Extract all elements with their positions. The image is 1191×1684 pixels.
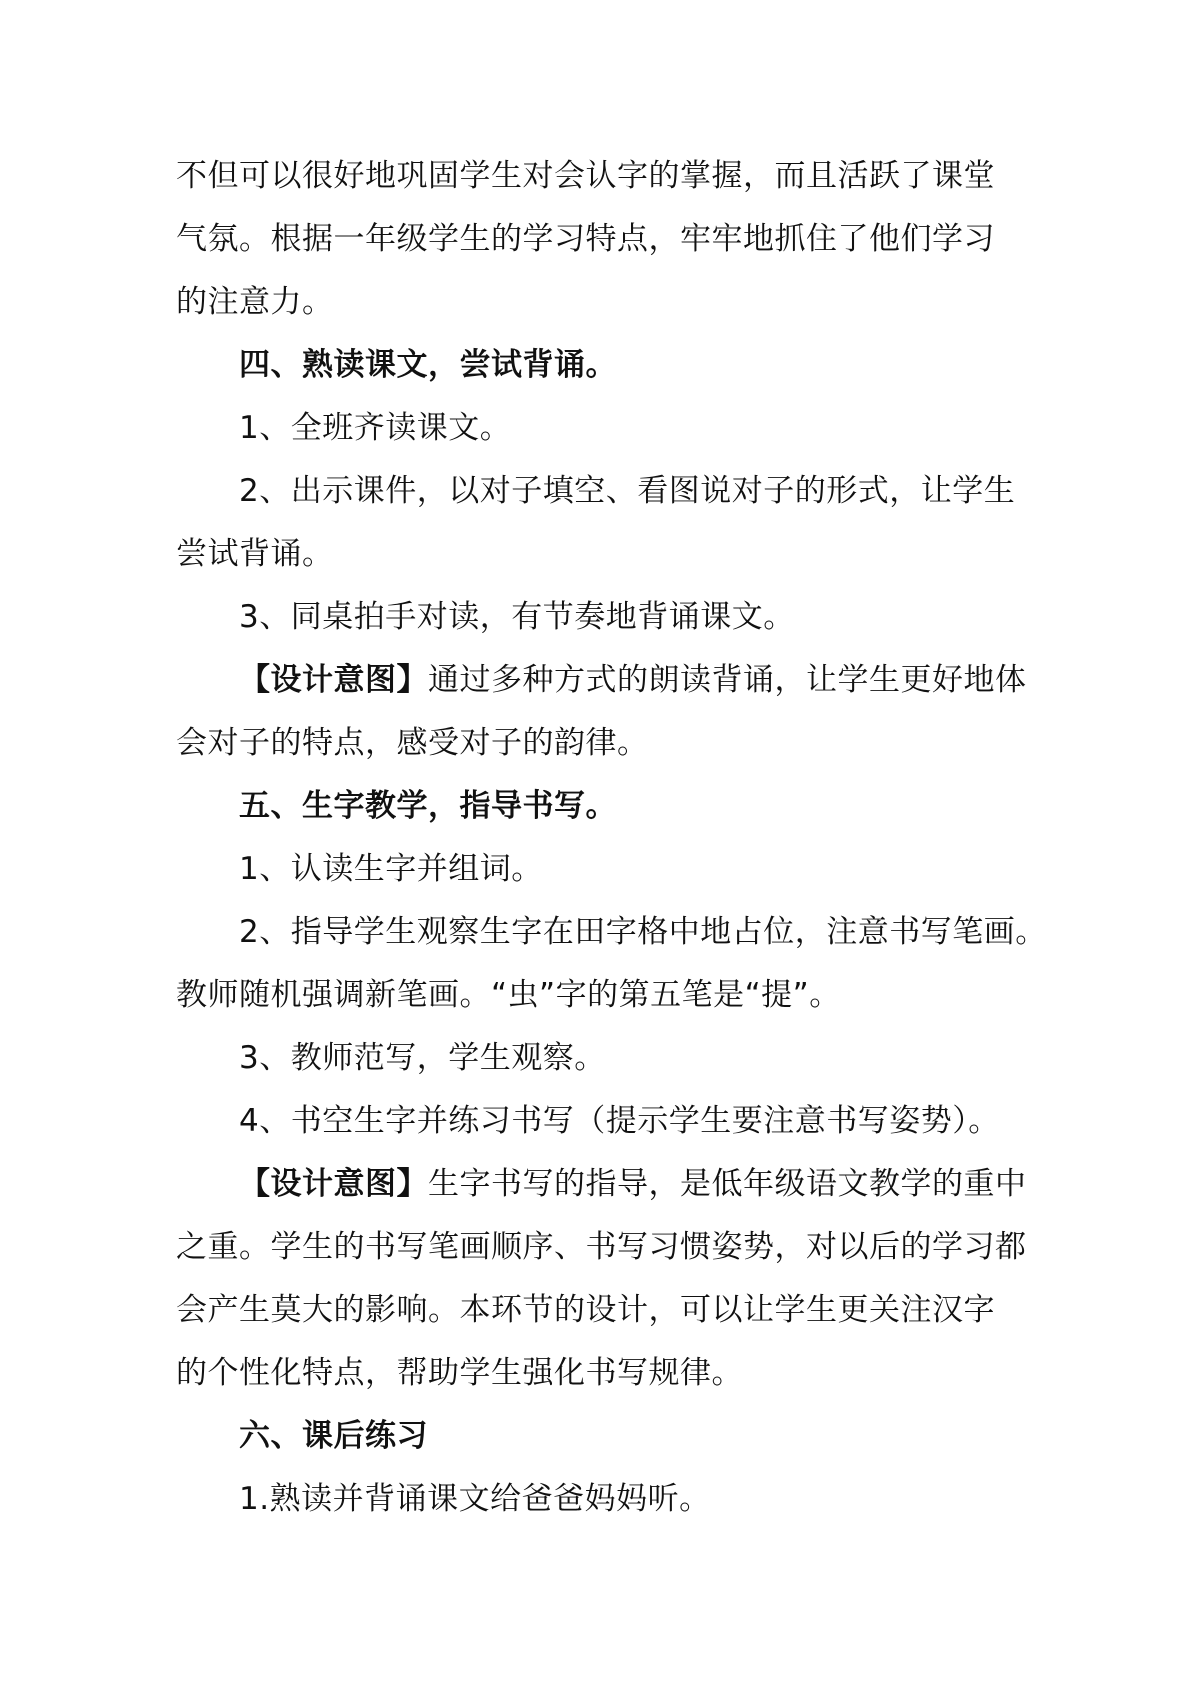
body-text-line: 之重。学生的书写笔画顺序、书写习惯姿势，对以后的学习都 xyxy=(176,1229,1027,1265)
body-text-line: 会对子的特点，感受对子的韵律。 xyxy=(176,725,649,761)
section-heading-5: 五、生字教学，指导书写。 xyxy=(239,788,617,824)
list-item: 4、书空生字并练习书写（提示学生要注意书写姿势）。 xyxy=(239,1103,1000,1139)
list-item: 2、指导学生观察生字在田字格中地占位，注意书写笔画。 xyxy=(239,914,1047,950)
design-intent-label: 【设计意图】 xyxy=(239,662,428,698)
list-item: 3、同桌拍手对读，有节奏地背诵课文。 xyxy=(239,599,795,635)
body-text-line: 的个性化特点，帮助学生强化书写规律。 xyxy=(176,1355,743,1391)
design-intent-paragraph xyxy=(239,660,1027,700)
list-item: 1、全班齐读课文。 xyxy=(239,410,512,446)
section-heading-6: 六、课后练习 xyxy=(239,1418,428,1454)
body-text-line: 尝试背诵。 xyxy=(176,536,334,572)
body-text-line: 会产生莫大的影响。本环节的设计，可以让学生更关注汉字 xyxy=(176,1292,995,1328)
list-item: 2、出示课件，以对子填空、看图说对子的形式，让学生 xyxy=(239,473,1016,509)
body-text-line: 不但可以很好地巩固学生对会认字的掌握，而且活跃了课堂 xyxy=(176,158,995,194)
body-text-line: 教师随机强调新笔画。“虫”字的第五笔是“提”。 xyxy=(176,977,841,1013)
design-intent-paragraph xyxy=(239,1164,1027,1204)
list-item: 1.熟读并背诵课文给爸爸妈妈听。 xyxy=(239,1481,711,1517)
design-intent-label: 【设计意图】 xyxy=(239,1166,428,1202)
design-intent-text: 通过多种方式的朗读背诵，让学生更好地体 xyxy=(428,662,1027,698)
body-text-line: 气氛。根据一年级学生的学习特点，牢牢地抓住了他们学习 xyxy=(176,221,995,257)
design-intent-text: 生字书写的指导，是低年级语文教学的重中 xyxy=(428,1166,1027,1202)
list-item: 1、认读生字并组词。 xyxy=(239,851,543,887)
list-item: 3、教师范写，学生观察。 xyxy=(239,1040,606,1076)
body-text-line: 的注意力。 xyxy=(176,284,334,320)
section-heading-4: 四、熟读课文，尝试背诵。 xyxy=(239,347,617,383)
